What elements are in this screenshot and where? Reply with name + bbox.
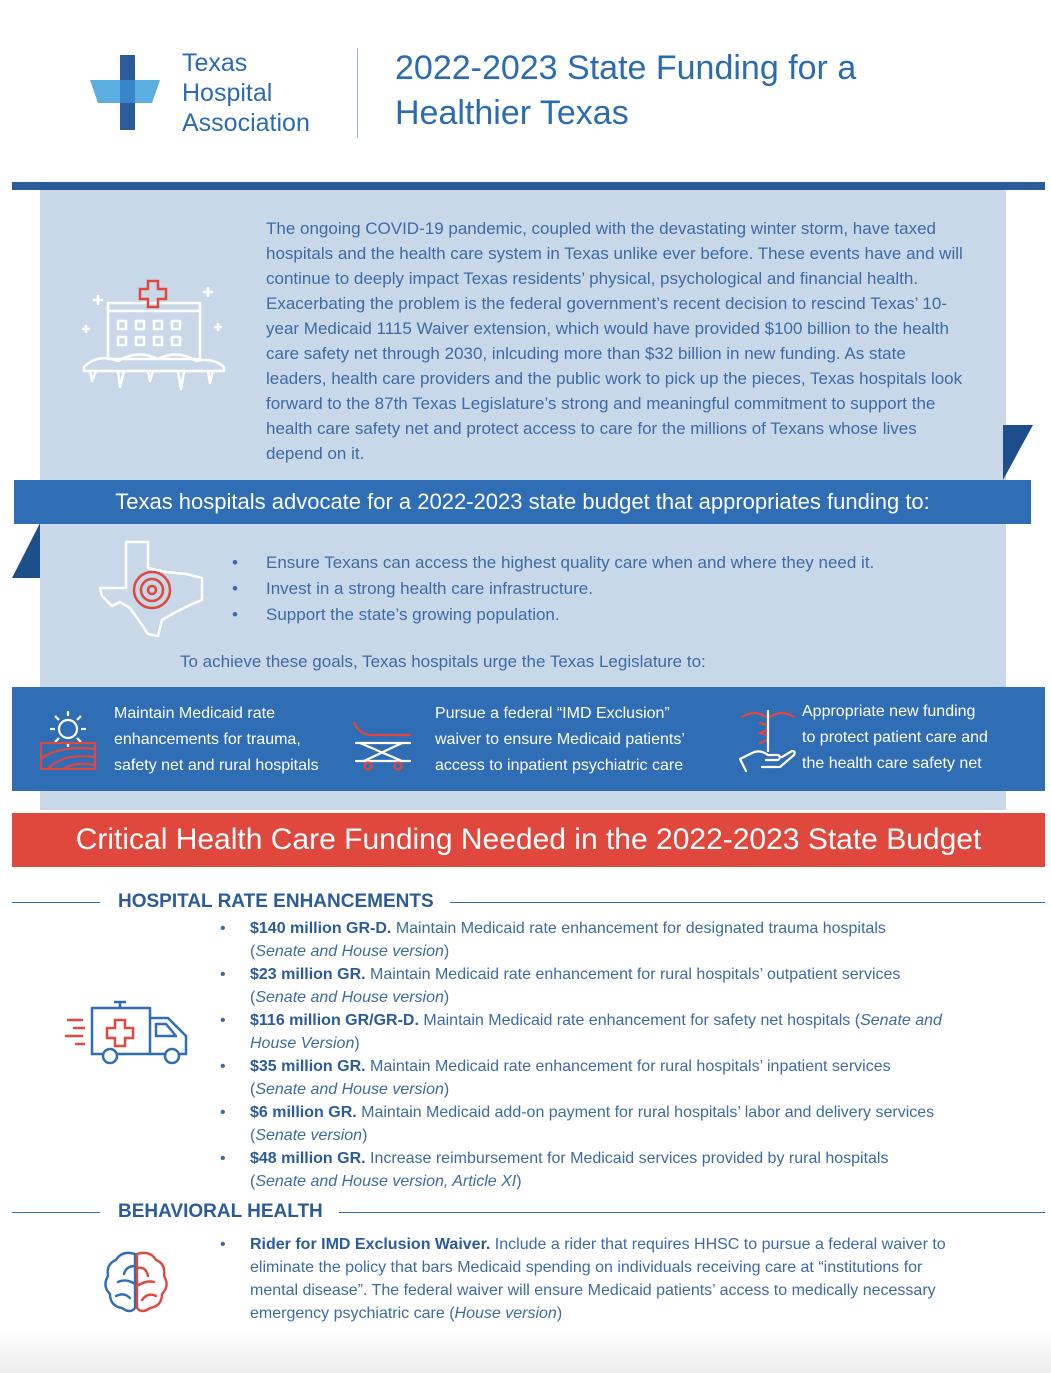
funding-text: Include a rider that requires HHSC to pursue a federal waiver to eliminate the policy that bars Medicaid spending on individuals receiving care at “institutions for mental disease”. The federal waiver will ensure Medicaid patients’ access to medically necessary emergency psychiatric care	[250, 1236, 946, 1322]
funding-text: Maintain Medicaid rate enhancement for rural hospitals’ outpatient services	[365, 966, 901, 983]
funding-text: Maintain Medicaid rate enhancement for designated trauma hospitals	[391, 920, 886, 937]
funding-text: Maintain Medicaid add-on payment for rural hospitals’ labor and delivery services	[356, 1104, 935, 1121]
version-note: House version	[454, 1305, 557, 1322]
goal-item: • Ensure Texans can access the highest quality care when and where they need it.	[232, 550, 874, 576]
funding-text: Increase reimbursement for Medicaid services provided by rural hospitals	[365, 1150, 889, 1167]
action-line: the health care safety net	[802, 755, 982, 772]
stretcher-icon	[350, 717, 416, 771]
list-item: • $35 million GR. Maintain Medicaid rate enhancement for rural hospitals’ inpatient services (Senate and House version)	[220, 1055, 960, 1101]
behavioral-list	[220, 1233, 960, 1325]
advocate-banner: Texas hospitals advocate for a 2022-2023 state budget that appropriates funding to:	[14, 480, 1031, 524]
version-note: Senate and House version	[255, 989, 444, 1006]
action-line: Pursue a federal “IMD Exclusion”	[435, 705, 670, 722]
snowy-hospital-icon	[78, 275, 228, 395]
section-title-behavioral: BEHAVIORAL HEALTH	[100, 1200, 339, 1224]
logo-line-1: Texas	[182, 49, 248, 77]
funding-amount: $6 million GR.	[250, 1104, 357, 1121]
funding-text: Maintain Medicaid rate enhancement for safety net hospitals	[418, 1012, 851, 1029]
action-line: waiver to ensure Medicaid patients’	[435, 731, 685, 748]
funding-amount: $48 million GR.	[250, 1150, 366, 1167]
goal-item: • Support the state’s growing population.	[232, 602, 874, 628]
funding-amount: $116 million GR/GR-D.	[250, 1012, 419, 1029]
action-line: to protect patient care and	[802, 729, 988, 746]
caduceus-hand-icon	[738, 707, 798, 775]
list-item: • $6 million GR. Maintain Medicaid add-on payment for rural hospitals’ labor and delivery services (Senate version)	[220, 1101, 960, 1147]
funding-amount: $23 million GR.	[250, 966, 366, 983]
funding-text: Maintain Medicaid rate enhancement for rural hospitals’ inpatient services	[365, 1058, 891, 1075]
page-title-line-2: Healthier Texas	[395, 94, 629, 132]
list-item: • $48 million GR. Increase reimbursement for Medicaid services provided by rural hospitals (Senate and House version, Article XI)	[220, 1147, 960, 1193]
version-note: Senate and House version	[255, 943, 444, 960]
list-item: • $116 million GR/GR-D. Maintain Medicaid rate enhancement for safety net hospitals (Senate and House Version)	[220, 1009, 960, 1055]
tha-logo-icon	[90, 55, 160, 130]
top-rule	[12, 182, 1045, 190]
funding-amount: $140 million GR-D.	[250, 920, 392, 937]
list-item: • $140 million GR-D. Maintain Medicaid rate enhancement for designated trauma hospitals (Senate and House version)	[220, 917, 960, 963]
goal-item: • Invest in a strong health care infrastructure.	[232, 576, 874, 602]
logo-line-3: Association	[182, 109, 310, 137]
list-item: • Rider for IMD Exclusion Waiver. Include a rider that requires HHSC to pursue a federal waiver to eliminate the policy that bars Medicaid spending on individuals receiving care at “institutions for mental disease”. The federal waiver will ensure Medicaid patients’ access to medically necessary emergency psychiatric care (House version)	[220, 1233, 960, 1325]
funding-amount: $35 million GR.	[250, 1058, 366, 1075]
version-note: Senate and House version, Article XI	[255, 1173, 517, 1190]
page-bottom-edge	[0, 1330, 1051, 1373]
landscape-sun-icon	[38, 709, 98, 771]
logo-wordmark	[182, 48, 310, 138]
version-note: Senate and House Version	[250, 1012, 942, 1052]
page-title	[395, 46, 856, 136]
section-title-hospital: HOSPITAL RATE ENHANCEMENTS	[100, 890, 450, 914]
funding-amount: Rider for IMD Exclusion Waiver.	[250, 1236, 491, 1253]
version-note: Senate version	[255, 1127, 363, 1144]
ambulance-icon	[64, 998, 194, 1070]
hospital-rate-list	[220, 917, 960, 1193]
action-line: Maintain Medicaid rate	[114, 705, 275, 722]
action-item-rates	[114, 701, 319, 779]
brain-icon	[102, 1248, 170, 1316]
action-line: safety net and rural hospitals	[114, 757, 319, 774]
texas-target-icon	[96, 538, 206, 640]
achieve-line: To achieve these goals, Texas hospitals urge the Texas Legislature to:	[180, 652, 706, 671]
action-item-funding	[802, 699, 988, 777]
header-divider	[357, 48, 358, 138]
intro-paragraph: The ongoing COVID-19 pandemic, coupled with the devastating winter storm, have taxed hospitals and the health care system in Texas unlike ever before. These events have and will continue to deeply impact Texas residents’ physical, psychological and financial health. Exacerbating the problem is the federal government’s recent decision to rescind Texas’ 10-year Medicaid 1115 Waiver extension, which would have provided $100 billion to the health care safety net through 2030, inlcuding more than $32 billion in new funding. As state leaders, health care providers and the public work to pick up the pieces, Texas hospitals look forward to the 87th Texas Legislature’s strong and meaningful commitment to support the health care safety net and protect access to care for the millions of Texans whose lives depend on it.	[266, 219, 963, 463]
action-item-imd	[435, 701, 685, 779]
logo-line-2: Hospital	[182, 79, 273, 107]
action-line: enhancements for trauma,	[114, 731, 301, 748]
list-item: • $23 million GR. Maintain Medicaid rate enhancement for rural hospitals’ outpatient services (Senate and House version)	[220, 963, 960, 1009]
page-title-line-1: 2022-2023 State Funding for a	[395, 49, 857, 87]
critical-banner: Critical Health Care Funding Needed in the 2022-2023 State Budget	[12, 813, 1045, 867]
ribbon-fold-left	[12, 523, 40, 578]
action-line: access to inpatient psychiatric care	[435, 757, 684, 774]
ribbon-fold-right	[1003, 425, 1033, 480]
action-line: Appropriate new funding	[802, 703, 976, 720]
goals-list	[232, 550, 874, 628]
version-note: Senate and House version	[255, 1081, 444, 1098]
action-band	[12, 687, 1045, 791]
